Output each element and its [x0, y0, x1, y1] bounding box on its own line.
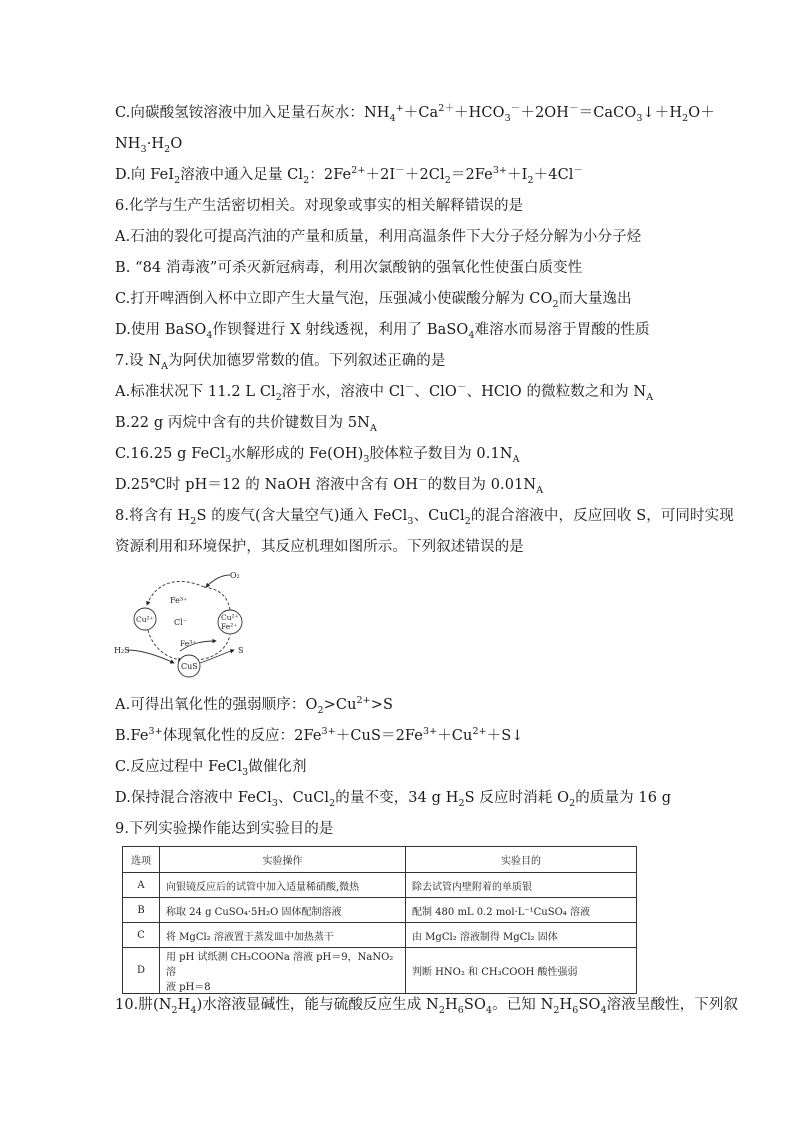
- q5-option-c-line2: $NH_3\cdot H_2O$: [115, 136, 183, 155]
- reaction-mechanism-diagram: [112, 567, 252, 679]
- q9-stem: 9.下列实验操作能达到实验目的是: [115, 821, 334, 837]
- label-cl: Cl⁻: [174, 618, 187, 627]
- q6-option-a: A.石油的裂化可提高汽油的产量和质量，利用高温条件下大分子烃分解为小分子烃: [115, 229, 642, 245]
- row-option: B: [123, 898, 160, 923]
- row-operation: 称取 24 g CuSO₄·5H₂O 固体配制溶液: [160, 898, 406, 923]
- table-row: [123, 873, 637, 898]
- s-arrow: [200, 650, 234, 663]
- row-operation: [160, 948, 406, 994]
- row-goal: 判断 HNO₂ 和 CH₃COOH 酸性强弱: [406, 948, 637, 994]
- label-cus: CuS: [181, 662, 198, 671]
- row-goal: 除去试管内壁附着的单质银: [406, 873, 637, 898]
- q8-option-c: C.反应过程中 FeCl$_3$做催化剂: [115, 759, 307, 778]
- cycle-arc-right-top: [204, 587, 230, 610]
- label-o2: O₂: [230, 571, 240, 580]
- q5-option-d: D.向 FeI$_2$溶液中通入足量 $Cl_2$：$2Fe^{2+}+2I^-+2Cl_2=2Fe^{3+}+I_2+4Cl^-$: [115, 165, 584, 186]
- table-row: [123, 923, 637, 948]
- row-goal: 由 MgCl₂ 溶液制得 MgCl₂ 固体: [406, 923, 637, 948]
- q7-option-b: B.22 g 丙烷中含有的共价键数目为 $5N_A$: [115, 415, 377, 434]
- cycle-arc-left: [148, 630, 182, 660]
- q6-option-b: B. “84 消毒液”可杀灭新冠病毒，利用次氯酸钠的强氧化性使蛋白质变性: [115, 260, 583, 276]
- q8-stem-line1: 8.将含有 $H_2S$ 的废气(含大量空气)通入 FeCl$_3$、CuCl$_2$的混合溶液中，反应回收 S，可同时实现: [115, 508, 734, 527]
- label-cu-right: Cu²⁺: [221, 613, 239, 622]
- q8-option-d: D.保持混合溶液中 FeCl$_3$、CuCl$_2$的量不变，34 g $H_2S$ 反应时消耗 $O_2$的质量为 16 g: [115, 790, 672, 809]
- cycle-arc-right-bottom: [196, 635, 230, 660]
- q8-stem-line2: 资源利用和环境保护，其反应机理如图所示。下列叙述错误的是: [115, 539, 524, 555]
- row-operation-line2: 液 pH＝8: [166, 982, 211, 993]
- label-h2s: H₂S: [114, 646, 130, 655]
- q8-option-a: A.可得出氧化性的强弱顺序：$O_2>Cu^{2+}>S$: [115, 695, 394, 716]
- q5-option-c-line1: C.向碳酸氢铵溶液中加入足量石灰水：$NH_4^++Ca^{2+}+HCO_3^-+2OH^-=CaCO_3↓+H_2O+$: [115, 103, 715, 124]
- row-operation: 将 MgCl₂ 溶液置于蒸发皿中加热蒸干: [160, 923, 406, 948]
- experiment-table: [122, 846, 637, 994]
- q7-stem: 7.设 $N_A$为阿伏加德罗常数的值。下列叙述正确的是: [115, 353, 446, 372]
- header-operation: 实验操作: [160, 847, 406, 873]
- q6-option-d: D.使用 BaSO$_4$作钡餐进行 X 射线透视，利用了 BaSO$_4$难溶水而易溶于胃酸的性质: [115, 322, 650, 341]
- label-cu-left: Cu²⁺: [136, 615, 154, 624]
- q10-stem: 10.肼$(N_2H_4)$水溶液显碱性，能与硫酸反应生成 $N_2H_6SO_4$。已知 $N_2H_6SO_4$溶液呈酸性，下列叙: [115, 997, 739, 1016]
- row-option: A: [123, 873, 160, 898]
- label-fe3-mid: Fe³⁺: [180, 639, 197, 648]
- q8-option-b: $B.Fe^{3+}$体现氧化性的反应：$2Fe^{3+}+CuS=2Fe^{3+}+Cu^{2+}+S↓$: [115, 726, 524, 744]
- table-header-row: [123, 847, 637, 873]
- q7-option-c: C.16.25 g FeCl$_3$水解形成的 $Fe(OH)_3$胶体粒子数目为 $0.1N_A$: [115, 446, 520, 465]
- header-option: 选项: [123, 847, 160, 873]
- row-operation: 向银镜反应后的试管中加入适量稀硝酸,微热: [160, 873, 406, 898]
- q6-stem: 6.化学与生产生活密切相关。对现象或事实的相关解释错误的是: [115, 198, 524, 214]
- h2s-arrow: [126, 650, 174, 663]
- q7-option-a: A.标准状况下 11.2 L $Cl_2$溶于水，溶液中 Cl－、ClO－、HClO 的微粒数之和为 $N_A$: [115, 382, 654, 403]
- row-goal: 配制 480 mL 0.2 mol·L⁻¹CuSO₄ 溶液: [406, 898, 637, 923]
- header-goal: 实验目的: [406, 847, 637, 873]
- table-row: [123, 948, 637, 994]
- q6-option-c: C.打开啤酒倒入杯中立即产生大量气泡，压强减小使碳酸分解为 $CO_2$而大量逸出: [115, 291, 632, 310]
- row-option: D: [123, 948, 160, 994]
- row-operation-line1: 用 pH 试纸测 CH₃COONa 溶液 pH＝9，NaNO₂ 溶: [166, 952, 394, 978]
- q7-option-d: D.25℃时 pH＝12 的 NaOH 溶液中含有 OH－的数目为 $0.01N_A$: [115, 475, 544, 496]
- label-fe2-right: Fe²⁺: [221, 622, 238, 631]
- label-s: S: [238, 646, 244, 655]
- o2-arrow: [206, 575, 230, 587]
- table-row: [123, 898, 637, 923]
- row-option: C: [123, 923, 160, 948]
- label-fe3-top: Fe³⁺: [170, 596, 188, 605]
